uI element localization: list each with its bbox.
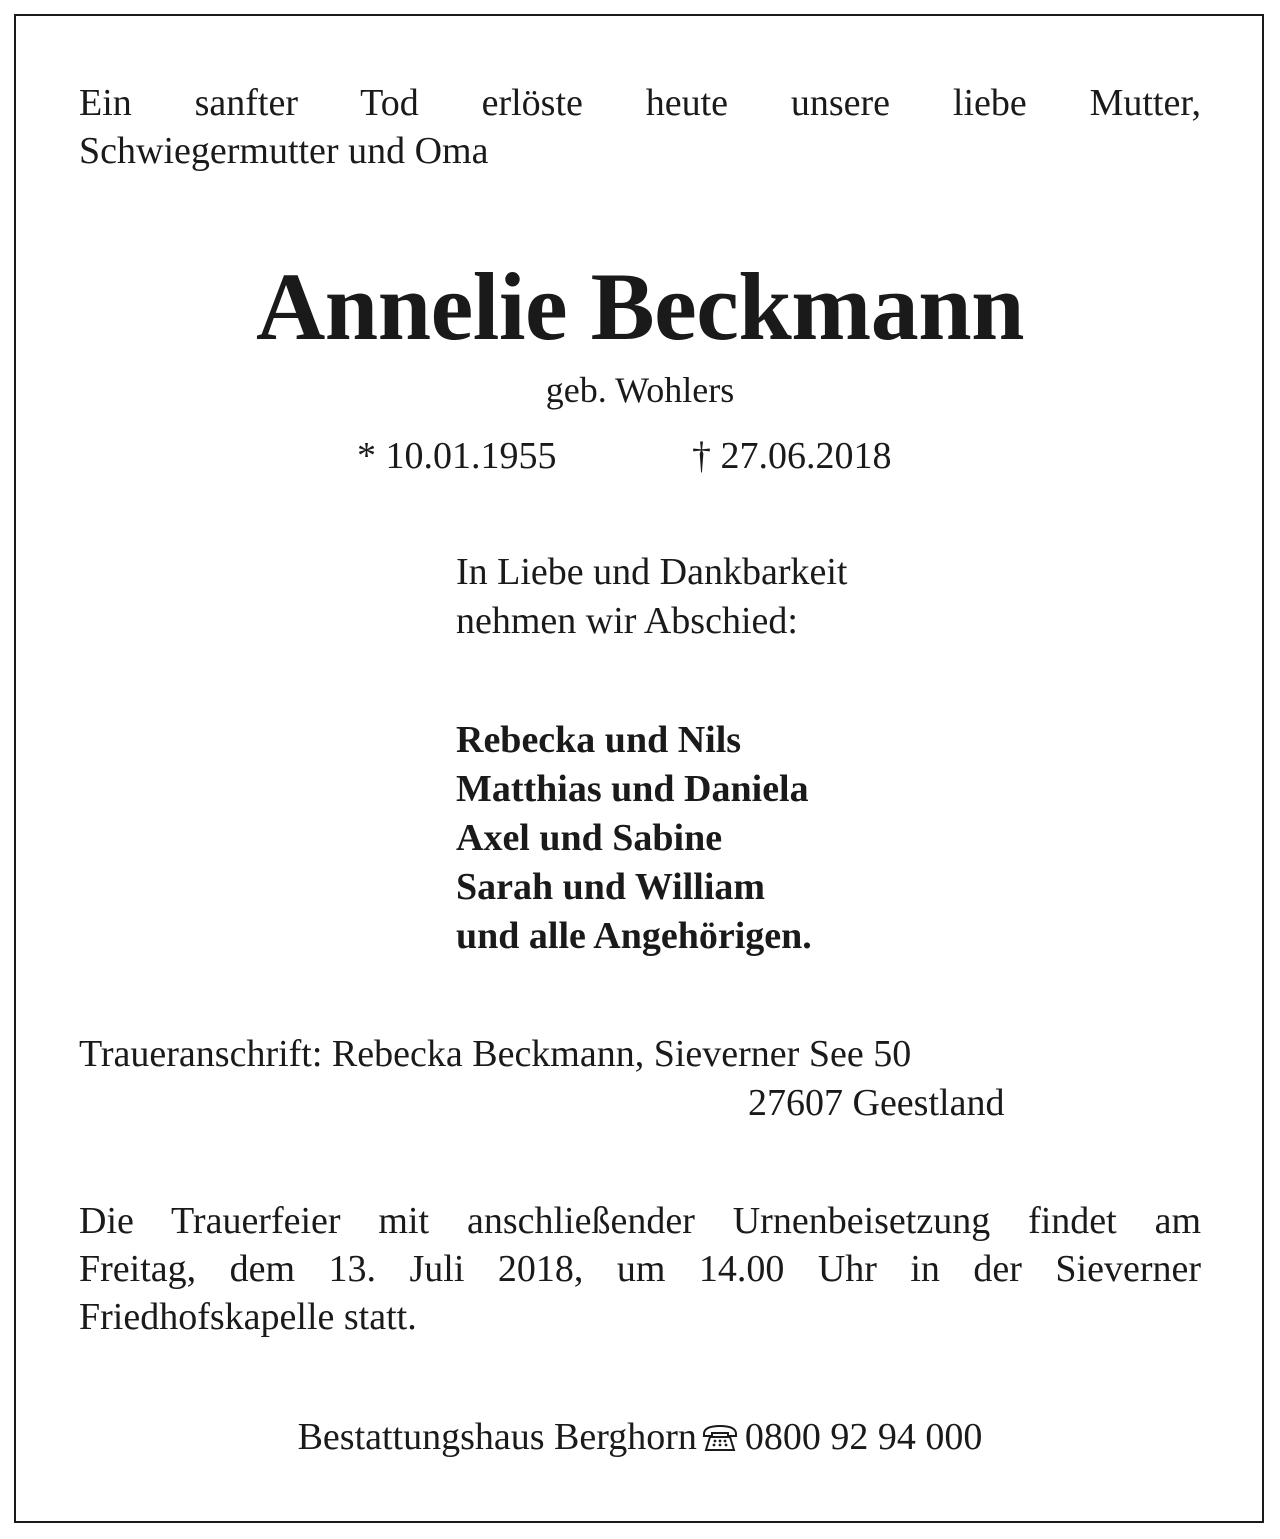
mourner-line: Sarah und William [456,866,766,908]
ceremony-line-3: Friedhofskapelle statt. [79,1296,417,1338]
ceremony-line-2: Freitag, dem 13. Juli 2018, um 14.00 Uhr in der Sieverner [79,1248,1201,1290]
mourner-line: Rebecka und Nils [456,719,742,761]
farewell-line-1: In Liebe und Dankbarkeit [456,551,848,593]
mourner-line: und alle Angehörigen. [456,915,812,957]
telephone-icon [701,1417,739,1465]
mourner-line: Axel und Sabine [456,817,723,859]
funeral-home-line [0,1413,1280,1465]
intro-line-1: Ein sanfter Tod erlöste heute unsere liebe Mutter, [79,82,1201,124]
maiden-name: geb. Wohlers [545,370,735,410]
funeral-home-name: Bestattungshaus Berghorn [297,1416,697,1458]
intro-line-2: Schwiegermutter und Oma [79,130,489,172]
ceremony-line-1: Die Trauerfeier mit anschließender Urnenbeisetzung findet am [79,1200,1201,1242]
deceased-name: Annelie Beckmann [255,253,1025,360]
birth-date: * 10.01.1955 [357,435,557,477]
address-line-1: Traueranschrift: Rebecka Beckmann, Sieverner See 50 [79,1033,912,1075]
address-line-2: 27607 Geestland [748,1082,1005,1124]
farewell-line-2: nehmen wir Abschied: [456,600,798,642]
mourner-line: Matthias und Daniela [456,768,809,810]
funeral-home-phone: 0800 92 94 000 [744,1416,983,1458]
death-date: † 27.06.2018 [692,435,892,477]
